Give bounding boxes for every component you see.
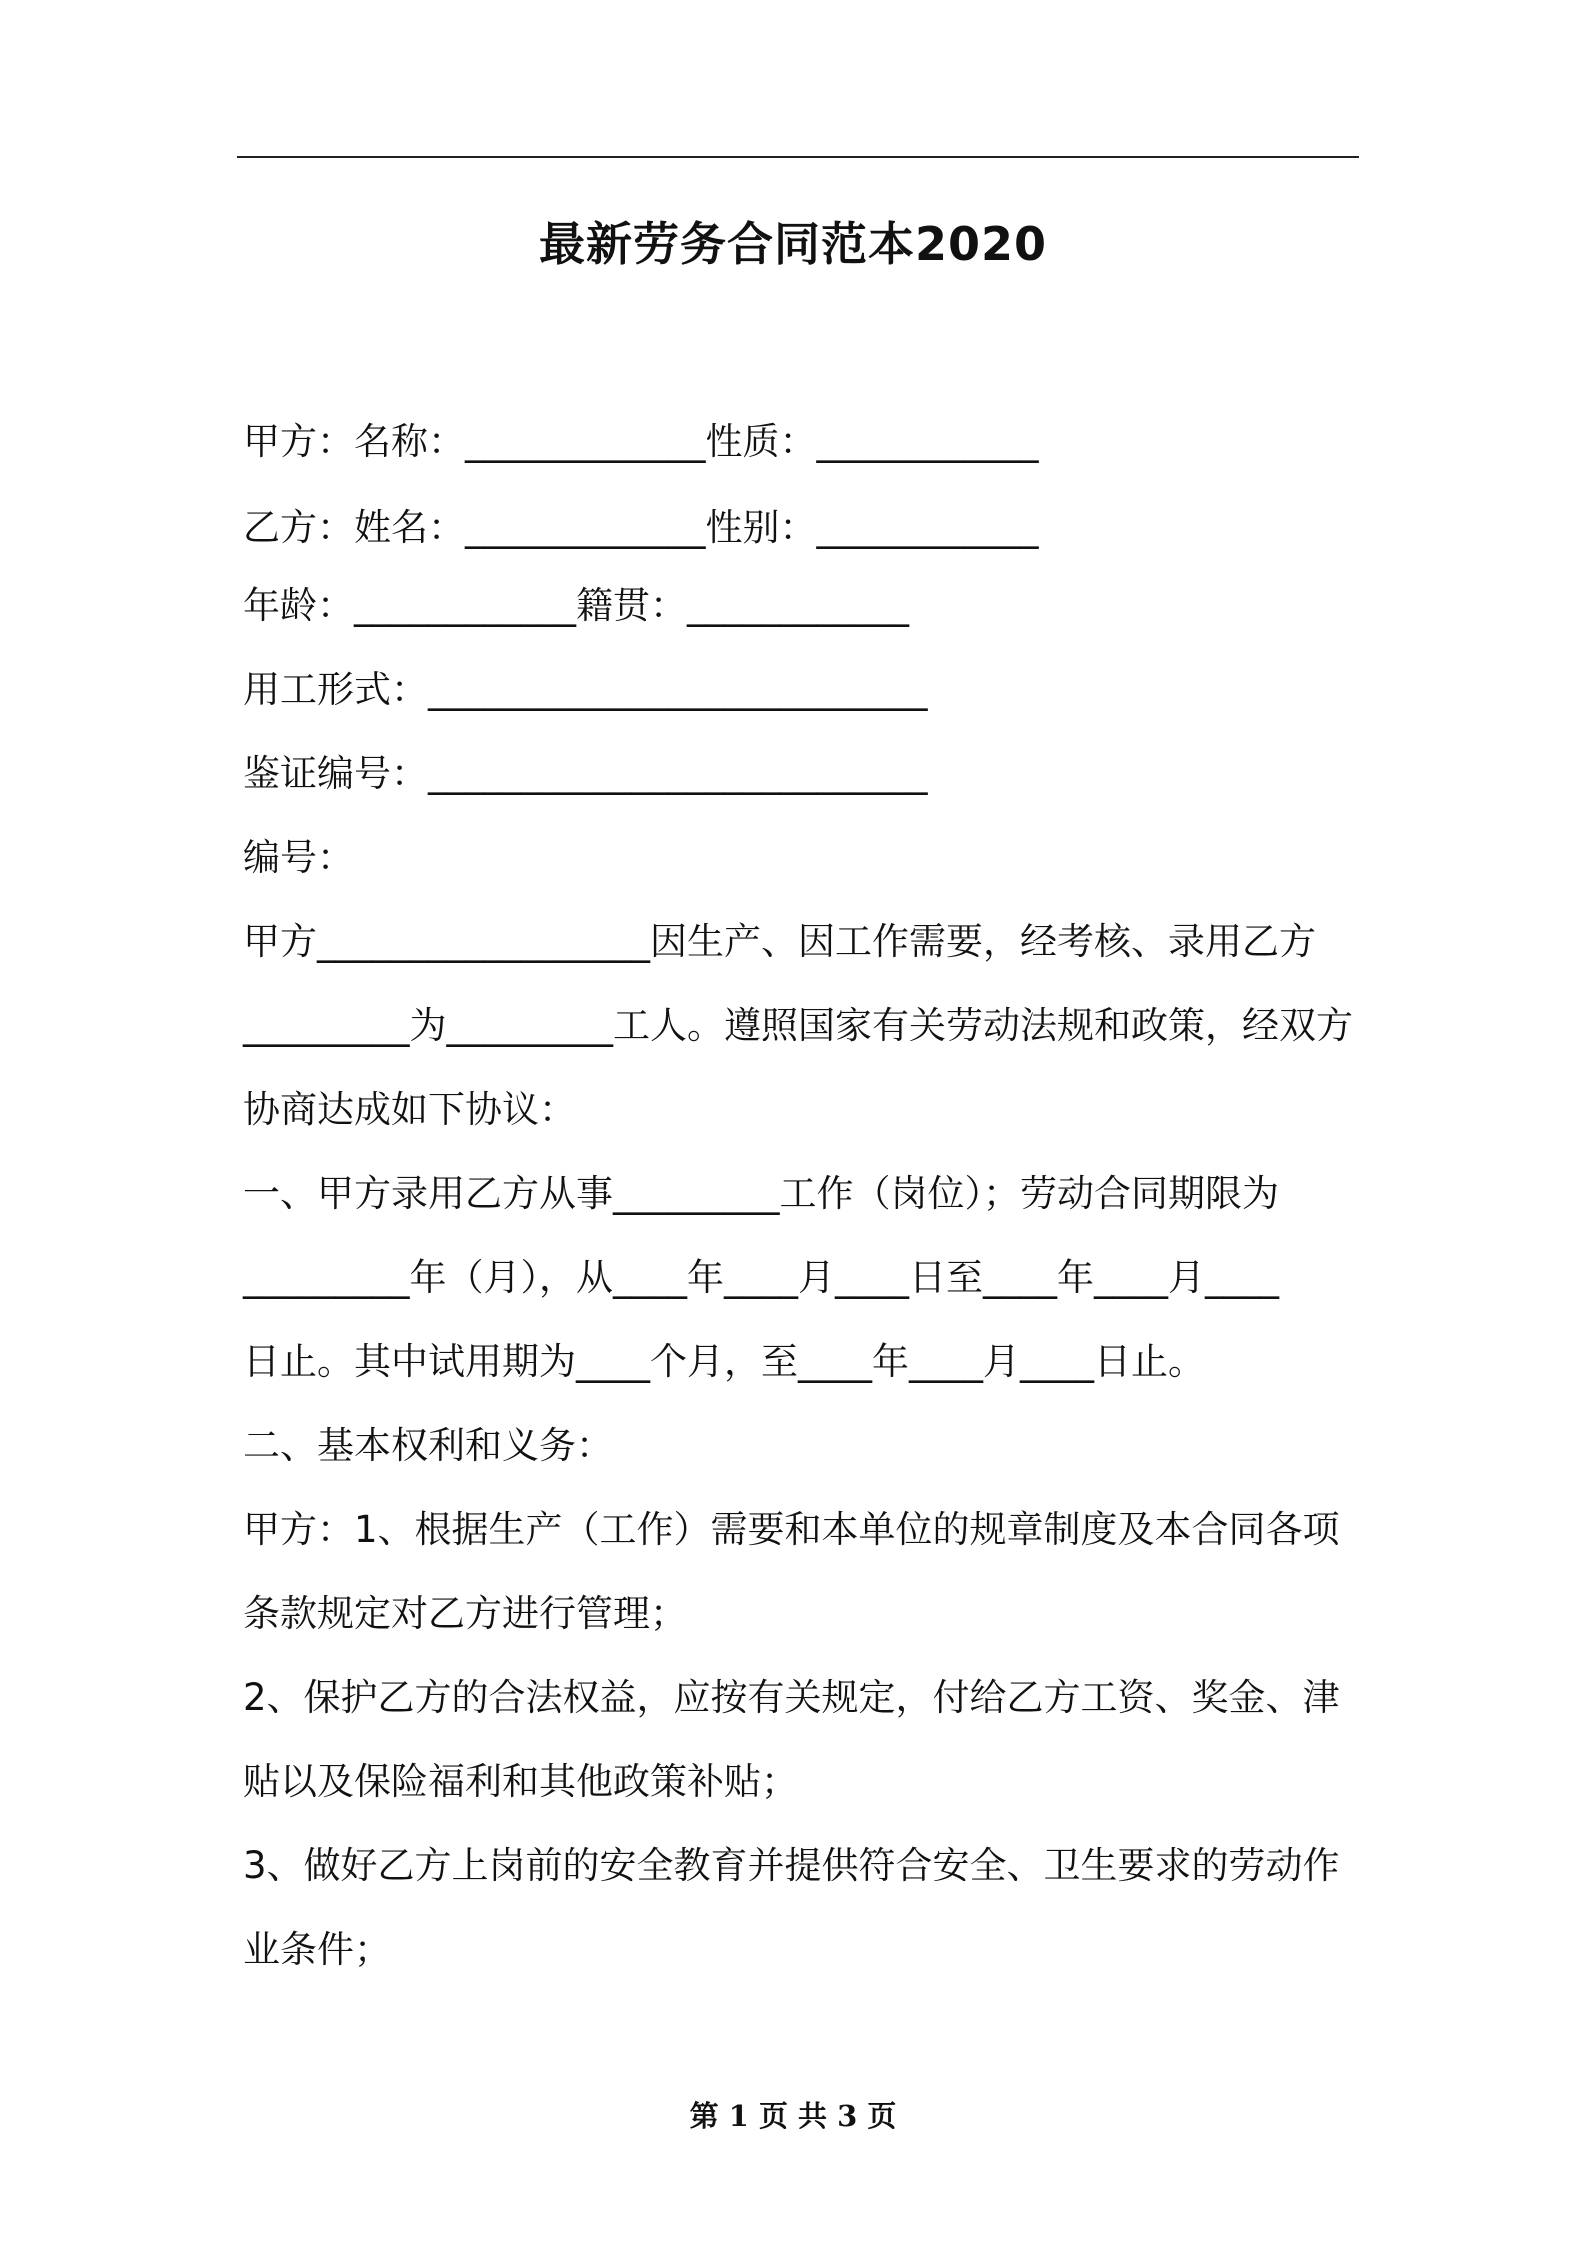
- clause-two-line: 3、做好乙方上岗前的安全教育并提供符合安全、卫生要求的劳动作: [243, 1844, 1340, 1887]
- clause-two-line: 2、保护乙方的合法权益，应按有关规定，付给乙方工资、奖金、津: [243, 1676, 1340, 1719]
- serial-number-line: 编号：: [243, 836, 354, 879]
- clause-one-line: _________年（月），从____年____月____日至____年____月____: [243, 1256, 1279, 1299]
- header-rule: [237, 156, 1359, 158]
- clause-two-line: 甲方：1、根据生产（工作）需要和本单位的规章制度及本合同各项: [243, 1508, 1340, 1551]
- body-line: 甲方__________________因生产、因工作需要，经考核、录用乙方: [243, 920, 1316, 963]
- clause-two-line: 条款规定对乙方进行管理；: [243, 1592, 687, 1635]
- party-a-name-line: 甲方：名称：_____________性质：____________: [243, 420, 1039, 463]
- party-b-name-line: 乙方：姓名：_____________性别：____________: [243, 506, 1039, 549]
- certification-number-line: 鉴证编号：___________________________: [243, 752, 928, 795]
- age-origin-line: 年龄：____________籍贯：____________: [243, 584, 909, 627]
- clause-two-heading: 二、基本权利和义务：: [243, 1424, 613, 1467]
- clause-one-line: 一、甲方录用乙方从事_________工作（岗位）；劳动合同期限为: [243, 1172, 1279, 1215]
- body-line: _________为_________工人。遵照国家有关劳动法规和政策，经双方: [243, 1004, 1353, 1047]
- page-number-footer: 第 1 页 共 3 页: [689, 2099, 897, 2133]
- clause-one-line: 日止。其中试用期为____个月，至____年____月____日止。: [243, 1340, 1205, 1383]
- document-title: 最新劳务合同范本2020: [538, 217, 1048, 271]
- body-line: 协商达成如下协议：: [243, 1088, 576, 1131]
- clause-two-line: 业条件；: [243, 1928, 391, 1971]
- employment-form-line: 用工形式：___________________________: [243, 668, 928, 711]
- clause-two-line: 贴以及保险福利和其他政策补贴；: [243, 1760, 798, 1803]
